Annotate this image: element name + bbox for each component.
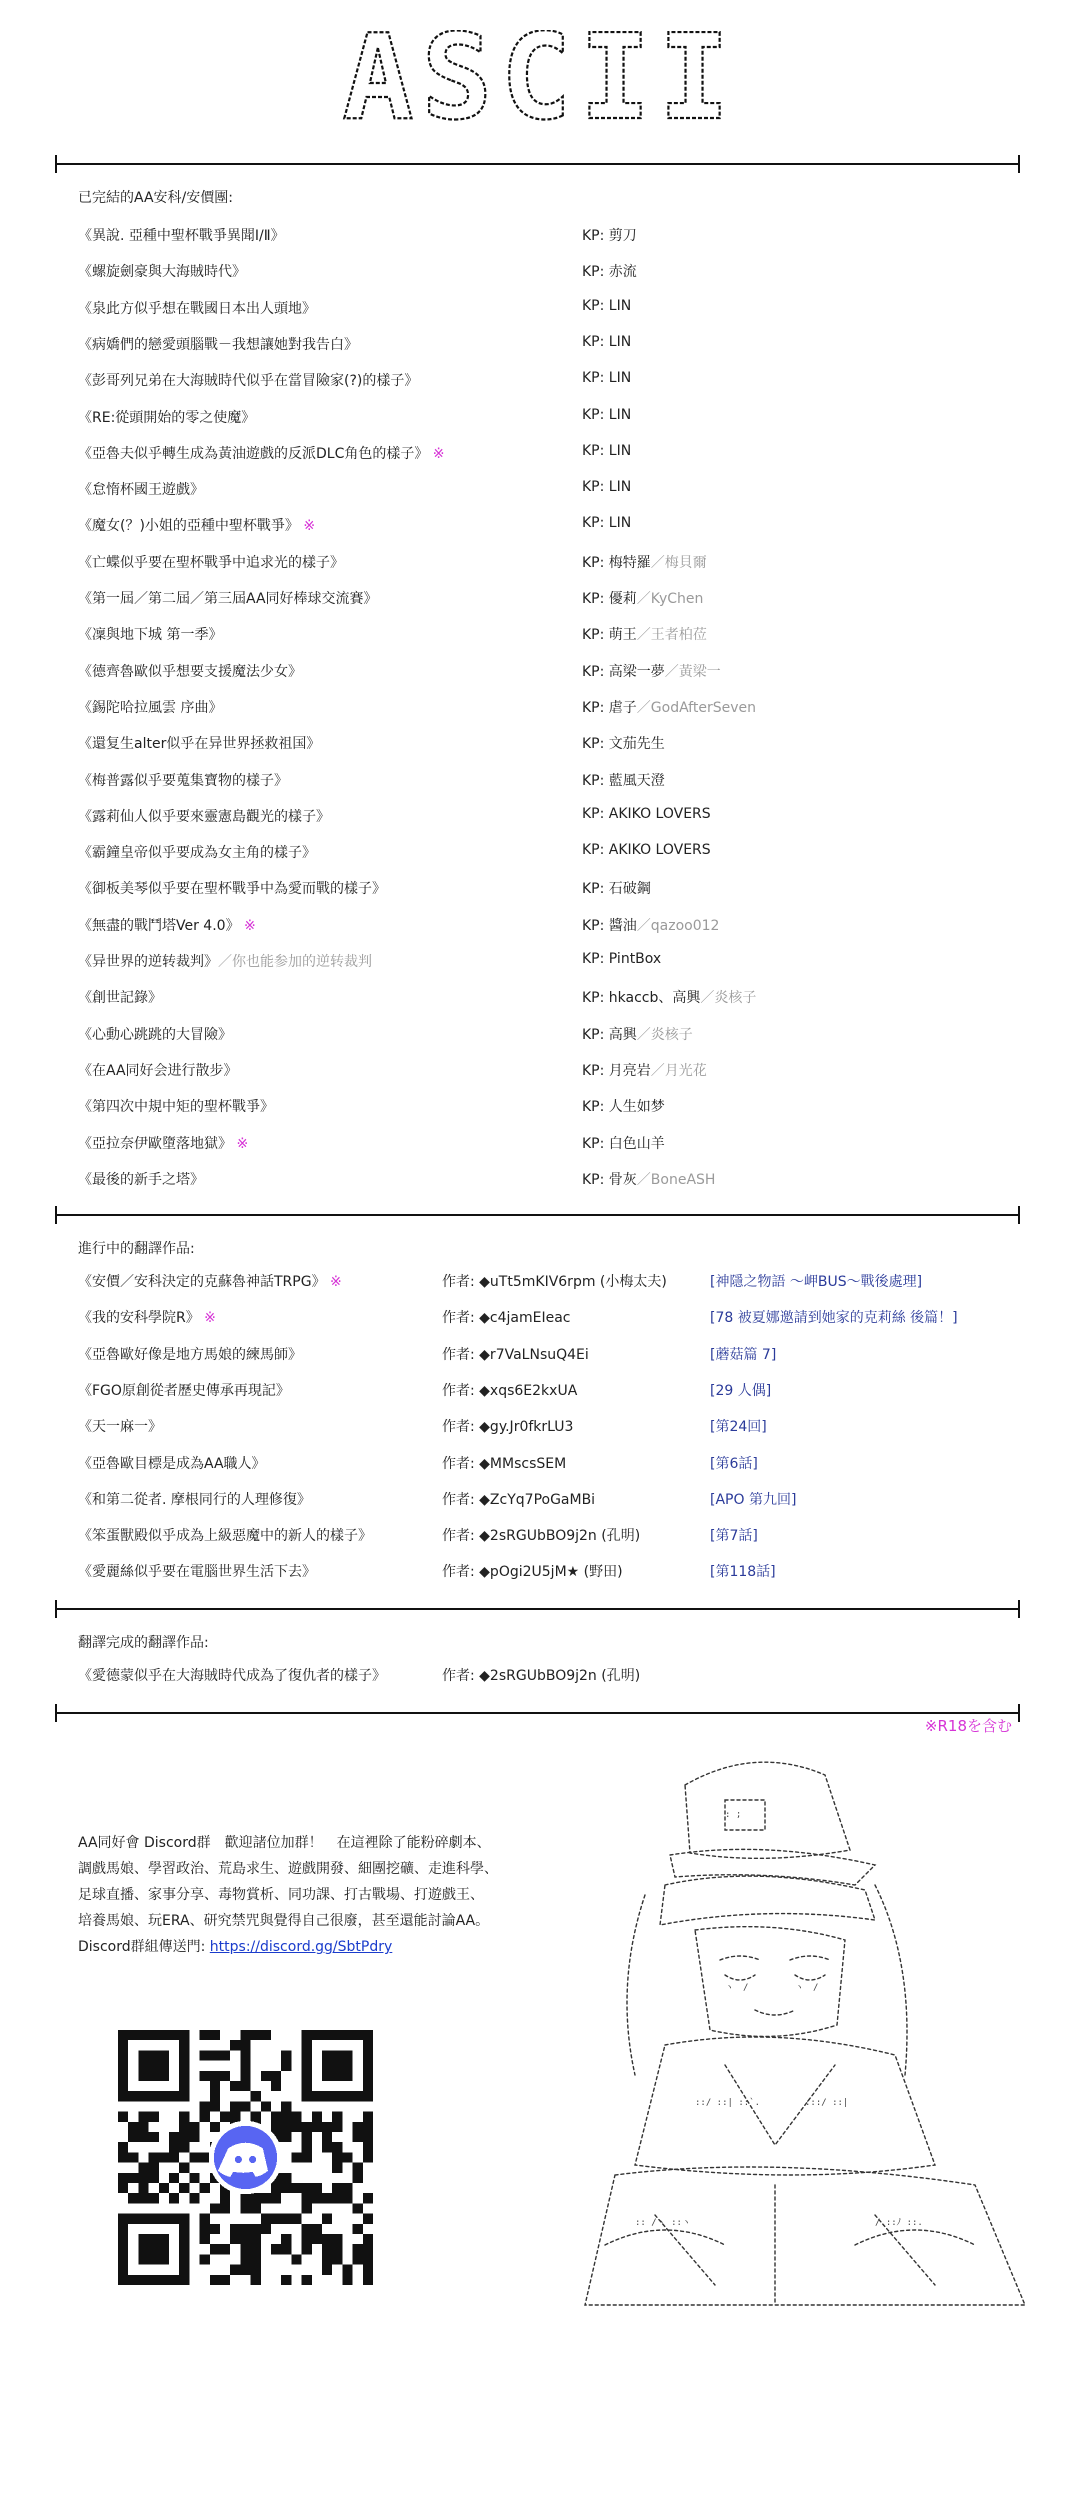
kp-alt-name: ／BoneASH [636,1171,716,1188]
work-title: 《亞魯歐目標是成為AA職人》 [78,1455,266,1472]
r18-mark: ※ [239,917,256,934]
intro-line: 培養馬娘、玩ERA、研究禁咒與覺得自己很廢，甚至還能討論AA。 [78,1913,490,1929]
author-name: 作者: ◆MMscsSEM [442,1455,567,1472]
kp-alt-name: ／月光花 [650,1062,707,1079]
author-name: 作者: ◆c4jamEIeac [442,1310,571,1327]
kp-name: KP: AKIKO LOVERS [582,805,711,822]
author-name: 作者: ◆uTt5mKIV6rpm (小梅太夫) [442,1274,667,1290]
intro-line: 足球直播、家事分享、毒物賞析、同功課、打古戰場、打遊戲王、 [78,1887,484,1903]
r18-notice: ※R18を含む [924,1717,1012,1735]
section-divider [55,1214,1020,1216]
work-title: 《异世界的逆转裁判》／你也能参加的逆转裁判 [78,954,372,970]
work-title: 《愛德蒙似乎在大海賊時代成為了復仇者的樣子》 [78,1668,386,1684]
work-title: 《還复生alter似乎在异世界拯救祖国》 [78,736,321,753]
kp-alt-name: ／炎核子 [700,990,757,1007]
kp-name: KP: 高興／炎核子 [582,1026,693,1043]
kp-name: KP: 文茄先生 [582,736,665,753]
work-title: 《RE:從頭開始的零之使魔》 [78,409,256,426]
latest-chapter-link[interactable]: [第118話] [710,1564,776,1581]
logo-text: ASCII [342,30,738,126]
work-title: 《御板美琴似乎要在聖杯戰爭中為愛而戰的樣子》 [78,881,386,898]
svg-text:::/ ::| ::`.: ::/ ::| ::`. [695,2098,761,2108]
work-title: 《亞拉奈伊歐墮落地獄》 ※ [78,1135,249,1152]
svg-text::: /ヽ ::ヽ: :: /ヽ ::ヽ [635,2218,691,2228]
section-divider [55,163,1020,165]
work-title: 《錫陀哈拉風雲 序曲》 [78,699,223,716]
svg-text:ヽ /: ヽ / [795,1983,819,1993]
work-title: 《天一麻一》 [78,1419,162,1436]
kp-name: KP: AKIKO LOVERS [582,842,711,859]
work-title-alt: ／你也能参加的逆转裁判 [218,954,372,970]
kp-alt-name: ／GodAfterSeven [636,699,756,716]
latest-chapter-link[interactable]: [第7話] [710,1528,758,1545]
work-title: 《亞魯夫似乎轉生成為黃油遊戲的反派DLC角色的樣子》 ※ [78,445,445,462]
work-title: 《第四次中規中矩的聖杯戰爭》 [78,1099,274,1116]
kp-name: KP: 虐子／GodAfterSeven [582,699,756,716]
kp-name: KP: 梅特羅／梅貝爾 [582,554,707,571]
svg-text:/ ::ﾉ ::.: / ::ﾉ ::. [875,2218,923,2228]
kp-name: KP: 白色山羊 [582,1135,665,1152]
author-name: 作者: ◆pOgi2U5jM★ (野田) [442,1564,623,1581]
ascii-art-illustration [575,1745,1045,2335]
work-title: 《第一屆／第二屆／第三屆AA同好棒球交流賽》 [78,591,378,607]
svg-text:: ;: : ; [725,1810,742,1820]
work-title: 《無盡的戰鬥塔Ver 4.0》 ※ [78,917,256,934]
work-title: 《病嬌們的戀愛頭腦戰－我想讓她對我告白》 [78,336,358,353]
kp-name: KP: hkaccb、高興／炎核子 [582,990,757,1007]
latest-chapter-link[interactable]: [蘑菇篇 7] [710,1346,777,1363]
work-title: 《凜與地下城 第一季》 [78,627,223,644]
work-title: 《笨蛋獸殿似乎成為上級惡魔中的新人的樣子》 [78,1528,372,1545]
kp-alt-name: ／qazoo012 [636,917,720,934]
discord-link-line [78,1934,598,1960]
discord-qr-code [118,2030,373,2285]
work-title: 《亞魯歐好像是地方馬娘的練馬師》 [78,1346,302,1363]
work-title: 《怠惰杯國王遊戲》 [78,482,204,499]
work-title: 《心動心跳跳的大冒險》 [78,1026,232,1043]
discord-link[interactable]: https://discord.gg/SbtPdry [209,1939,393,1955]
work-title: 《FGO原創從者歷史傳承再現記》 [78,1382,290,1399]
kp-name: KP: LIN [582,406,632,423]
author-name: 作者: ◆gy.Jr0fkrLU3 [442,1419,574,1436]
kp-alt-name: ／黃梁一 [664,663,721,680]
kp-name: KP: LIN [582,333,632,350]
kp-alt-name: ／王者柏莅 [636,627,707,644]
discord-intro [78,1830,598,1960]
kp-name: KP: 高梁一夢／黃梁一 [582,663,721,680]
latest-chapter-link[interactable]: [29 人偶] [710,1382,772,1399]
work-title: 《彭哥列兄弟在大海賊時代似乎在當冒險家(?)的樣子》 [78,373,419,390]
kp-name: KP: 月亮岩／月光花 [582,1062,707,1079]
kp-name: KP: LIN [582,515,632,532]
work-title: 《梅普露似乎要蒐集寶物的樣子》 [78,772,288,789]
author-name: 作者: ◆2sRGUbBO9j2n (孔明) [442,1668,641,1684]
work-title: 《創世記錄》 [78,990,162,1007]
kp-name: KP: 醬油／qazoo012 [582,917,720,934]
work-title: 《泉此方似乎想在戰國日本出人頭地》 [78,300,316,317]
work-title: 《異說. 亞種中聖杯戰爭異聞Ⅰ/Ⅱ》 [78,228,285,244]
ongoing-section-title: 進行中的翻譯作品: [78,1241,195,1257]
kp-name: KP: 剪刀 [582,228,637,244]
r18-mark: ※ [428,445,445,462]
kp-alt-name: ／梅貝爾 [650,554,707,571]
work-title: 《魔女(？)小姐的亞種中聖杯戰爭》 ※ [78,518,316,535]
intro-line: AA同好會 Discord群 歡迎諸位加群！ 在這裡除了能粉碎劇本、 [78,1835,491,1851]
r18-mark: ※ [325,1274,342,1290]
section-divider [55,1712,1020,1714]
work-title: 《螺旋劍豪與大海賊時代》 [78,264,246,281]
latest-chapter-link[interactable]: [神隱之物語 ～岬BUS～戰後處理] [710,1274,923,1290]
latest-chapter-link[interactable]: [78 被夏娜邀請到她家的克莉絲 後篇！] [710,1310,958,1327]
kp-name: KP: 骨灰／BoneASH [582,1171,716,1188]
work-title: 《露莉仙人似乎要來靈憲島觀光的樣子》 [78,808,330,825]
work-title: 《最後的新手之塔》 [78,1171,204,1188]
kp-alt-name: ／炎核子 [636,1026,693,1043]
latest-chapter-link[interactable]: [APO 第九回] [710,1491,797,1508]
kp-name: KP: 藍風天澄 [582,772,665,789]
kp-name: KP: PintBox [582,951,662,967]
work-title: 《愛麗絲似乎要在電腦世界生活下去》 [78,1564,316,1581]
work-title: 《亡蝶似乎要在聖杯戰爭中追求光的樣子》 [78,554,344,571]
kp-name: KP: 萌王／王者柏莅 [582,627,707,644]
work-title: 《霸鐘皇帝似乎要成為女主角的樣子》 [78,845,316,862]
work-title: 《我的安科學院R》 ※ [78,1310,216,1327]
work-title: 《安價／安科決定的克蘇魯神話TRPG》 ※ [78,1274,342,1290]
author-name: 作者: ◆2sRGUbBO9j2n (孔明) [442,1528,641,1545]
work-title: 《德齊魯歐似乎想要支援魔法少女》 [78,663,302,680]
intro-line: 調戲馬娘、學習政治、荒島求生、遊戲開發、細團挖礦、走進科學、 [78,1861,498,1877]
work-title: 《和第二從者. 摩根同行的人理修復》 [78,1491,311,1508]
kp-name: KP: LIN [582,479,632,496]
discord-link-label: Discord群組傳送門: [78,1939,210,1955]
author-name: 作者: ◆ZcYq7PoGaMBi [442,1491,596,1508]
section-divider [55,1608,1020,1610]
r18-mark: ※ [232,1135,249,1152]
kp-name: KP: LIN [582,442,632,459]
kp-name: KP: LIN [582,297,632,314]
kp-name: KP: 赤流 [582,264,637,281]
finished-section-title: 翻譯完成的翻譯作品: [78,1635,209,1651]
kp-name: KP: LIN [582,370,632,387]
author-name: 作者: ◆r7VaLNsuQ4Ei [442,1346,589,1363]
work-title: 《在AA同好会进行散步》 [78,1062,238,1079]
svg-text::::/ ::|: :::/ ::| [805,2098,849,2108]
ascii-logo [340,30,740,126]
kp-name: KP: 優莉／KyChen [582,591,704,607]
latest-chapter-link[interactable]: [第24回] [710,1419,767,1436]
kp-name: KP: 石破鋼 [582,881,651,898]
completed-section-title: 已完結的AA安科/安價團: [78,190,233,206]
r18-mark: ※ [199,1310,216,1327]
author-name: 作者: ◆xqs6E2kxUA [442,1382,578,1399]
kp-alt-name: ／KyChen [636,591,704,607]
kp-name: KP: 人生如梦 [582,1099,665,1116]
latest-chapter-link[interactable]: [第6話] [710,1455,758,1472]
r18-mark: ※ [298,518,316,535]
svg-text:ヽ /: ヽ / [725,1983,749,1993]
